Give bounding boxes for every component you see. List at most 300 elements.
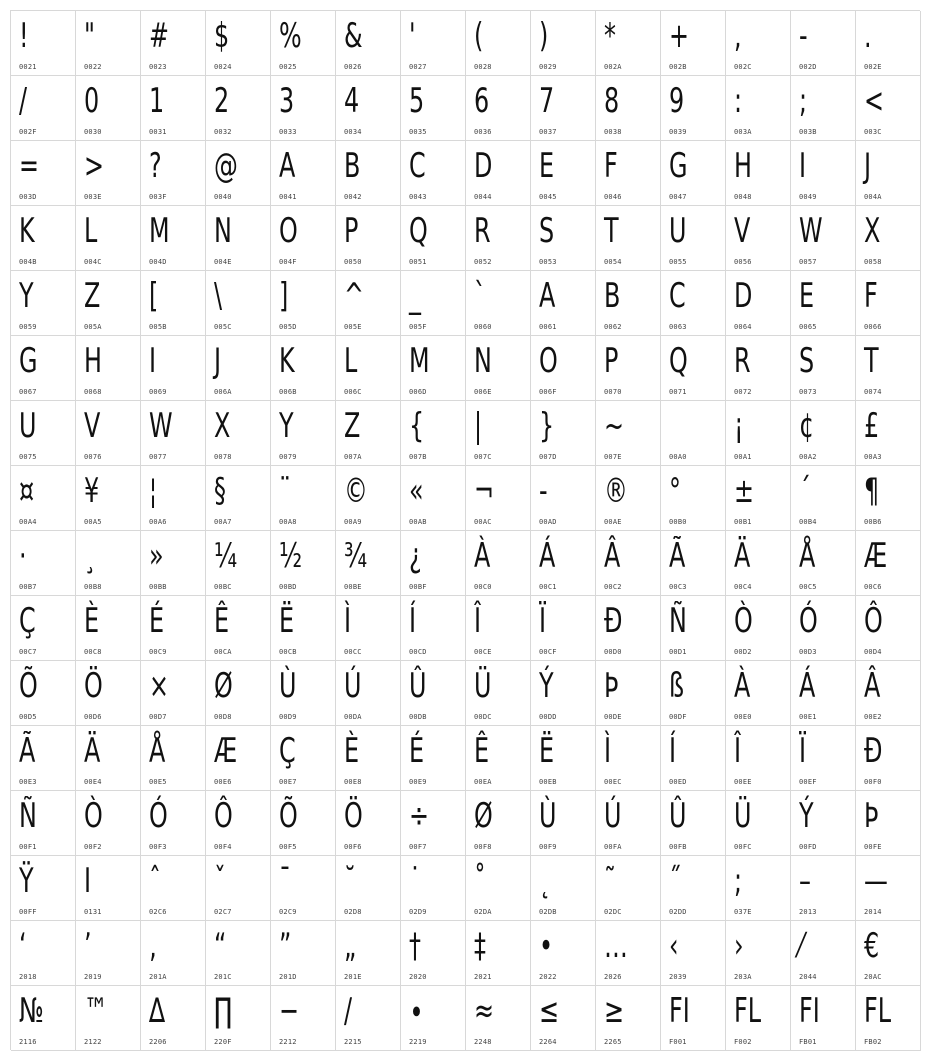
glyph-cell	[466, 206, 531, 271]
glyph-character: ˇ	[214, 861, 226, 901]
glyph-codepoint: 00A1	[734, 453, 752, 461]
glyph-codepoint: 0054	[604, 258, 622, 266]
glyph-cell	[466, 141, 531, 206]
glyph-character: £	[864, 406, 880, 446]
glyph-codepoint: 00E2	[864, 713, 882, 721]
glyph-cell	[76, 11, 141, 76]
glyph-codepoint: 00F2	[84, 843, 102, 851]
glyph-codepoint: 0065	[799, 323, 817, 331]
glyph-character: –	[799, 861, 811, 901]
glyph-cell	[76, 726, 141, 791]
glyph-character: ?	[149, 146, 162, 186]
glyph-character: Ê	[214, 601, 230, 641]
glyph-cell	[466, 921, 531, 986]
glyph-character: ,	[734, 16, 742, 56]
glyph-character: ˘	[344, 861, 356, 901]
glyph-cell	[206, 661, 271, 726]
glyph-cell	[856, 206, 921, 271]
glyph-cell	[856, 791, 921, 856]
glyph-cell	[76, 141, 141, 206]
glyph-character: !	[19, 16, 29, 56]
glyph-character: Ò	[84, 796, 103, 836]
glyph-character: Þ	[864, 796, 879, 836]
glyph-codepoint: 2212	[279, 1038, 297, 1046]
glyph-codepoint: 0079	[279, 453, 297, 461]
glyph-cell	[336, 206, 401, 271]
glyph-cell	[466, 76, 531, 141]
glyph-character: Ö	[84, 666, 103, 706]
glyph-cell	[791, 986, 856, 1051]
glyph-character: Y	[279, 406, 294, 446]
glyph-codepoint: 00A6	[149, 518, 167, 526]
glyph-codepoint: 00F0	[864, 778, 882, 786]
glyph-character: (	[474, 16, 484, 56]
glyph-character: X	[864, 211, 881, 251]
glyph-codepoint: 005A	[84, 323, 102, 331]
glyph-codepoint: 02C9	[279, 908, 297, 916]
glyph-character: Ë	[279, 601, 295, 641]
glyph-cell	[791, 856, 856, 921]
glyph-character: É	[149, 601, 165, 641]
glyph-codepoint: 2264	[539, 1038, 557, 1046]
glyph-cell	[856, 336, 921, 401]
glyph-cell	[466, 401, 531, 466]
glyph-character: B	[604, 276, 621, 316]
glyph-codepoint: 00C9	[149, 648, 167, 656]
glyph-cell	[856, 856, 921, 921]
glyph-character: Ç	[19, 601, 36, 641]
glyph-codepoint: 00EE	[734, 778, 752, 786]
glyph-codepoint: 00CA	[214, 648, 232, 656]
glyph-codepoint: 00FC	[734, 843, 752, 851]
glyph-codepoint: 2122	[84, 1038, 102, 1046]
glyph-cell	[856, 661, 921, 726]
glyph-character: F	[864, 276, 878, 316]
glyph-codepoint: 003E	[84, 193, 102, 201]
glyph-cell	[466, 466, 531, 531]
glyph-codepoint: 004C	[84, 258, 102, 266]
glyph-cell	[596, 271, 661, 336]
glyph-codepoint: 0050	[344, 258, 362, 266]
glyph-codepoint: 2248	[474, 1038, 492, 1046]
glyph-character: T	[604, 211, 619, 251]
glyph-codepoint: 0028	[474, 63, 492, 71]
glyph-cell	[661, 466, 726, 531]
glyph-codepoint: 0073	[799, 388, 817, 396]
glyph-cell	[271, 76, 336, 141]
glyph-character: S	[799, 341, 815, 381]
glyph-cell	[856, 986, 921, 1051]
glyph-codepoint: 007C	[474, 453, 492, 461]
glyph-codepoint: 0051	[409, 258, 427, 266]
glyph-codepoint: 00BF	[409, 583, 427, 591]
glyph-cell	[596, 531, 661, 596]
glyph-character: ¿	[409, 536, 422, 576]
glyph-cell	[401, 856, 466, 921]
glyph-character: FL	[864, 991, 892, 1031]
glyph-cell	[596, 986, 661, 1051]
glyph-cell	[11, 336, 76, 401]
glyph-cell	[856, 596, 921, 661]
glyph-cell	[141, 791, 206, 856]
glyph-character: Â	[864, 666, 881, 706]
glyph-codepoint: 00A8	[279, 518, 297, 526]
glyph-cell	[531, 11, 596, 76]
glyph-cell	[271, 921, 336, 986]
glyph-codepoint: 2044	[799, 973, 817, 981]
glyph-character: Ú	[344, 666, 362, 706]
glyph-cell	[336, 76, 401, 141]
glyph-cell	[401, 206, 466, 271]
glyph-character: ¦	[149, 471, 158, 511]
glyph-character: I	[84, 861, 92, 901]
glyph-cell	[466, 271, 531, 336]
glyph-character: Ä	[84, 731, 101, 771]
glyph-character: =	[19, 146, 39, 186]
glyph-codepoint: 00A5	[84, 518, 102, 526]
glyph-cell	[206, 986, 271, 1051]
glyph-codepoint: 0066	[864, 323, 882, 331]
glyph-cell	[141, 271, 206, 336]
glyph-cell	[466, 986, 531, 1051]
glyph-character: €	[864, 926, 880, 966]
glyph-codepoint: 0046	[604, 193, 622, 201]
glyph-cell	[141, 856, 206, 921]
glyph-cell	[271, 791, 336, 856]
glyph-character: Æ	[214, 731, 238, 771]
glyph-codepoint: 0045	[539, 193, 557, 201]
glyph-character: Ñ	[19, 796, 37, 836]
glyph-character: M	[409, 341, 430, 381]
glyph-codepoint: 0034	[344, 128, 362, 136]
glyph-cell	[661, 726, 726, 791]
glyph-character: A	[539, 276, 556, 316]
glyph-cell	[531, 466, 596, 531]
glyph-character: N	[474, 341, 492, 381]
glyph-codepoint: 0037	[539, 128, 557, 136]
glyph-codepoint: 2014	[864, 908, 882, 916]
glyph-character: -	[799, 16, 808, 56]
glyph-codepoint: 007E	[604, 453, 622, 461]
glyph-character: |	[474, 406, 483, 446]
glyph-character: Õ	[279, 796, 298, 836]
glyph-character: X	[214, 406, 231, 446]
glyph-character: Ù	[279, 666, 297, 706]
glyph-cell	[791, 11, 856, 76]
glyph-codepoint: 0059	[19, 323, 37, 331]
glyph-codepoint: 0076	[84, 453, 102, 461]
glyph-character: Ê	[474, 731, 490, 771]
glyph-codepoint: 007A	[344, 453, 362, 461]
glyph-character: ˜	[604, 861, 616, 901]
glyph-codepoint: 005B	[149, 323, 167, 331]
glyph-character: /	[19, 81, 28, 121]
glyph-character: Ç	[279, 731, 296, 771]
glyph-cell	[336, 141, 401, 206]
glyph-character: Ì	[344, 601, 352, 641]
glyph-cell	[726, 856, 791, 921]
glyph-codepoint: 00B6	[864, 518, 882, 526]
glyph-codepoint: 0029	[539, 63, 557, 71]
glyph-codepoint: 0042	[344, 193, 362, 201]
glyph-cell	[11, 531, 76, 596]
glyph-character: Á	[539, 536, 556, 576]
glyph-cell	[271, 336, 336, 401]
glyph-cell	[401, 76, 466, 141]
glyph-character: FL	[734, 991, 762, 1031]
glyph-character: Í	[669, 731, 677, 771]
glyph-character: ;	[734, 861, 743, 901]
glyph-character: Q	[409, 211, 428, 251]
glyph-character: ˙	[409, 861, 421, 901]
glyph-character: 6	[474, 81, 490, 121]
glyph-character: ∏	[214, 991, 233, 1031]
glyph-cell	[791, 336, 856, 401]
glyph-codepoint: 007B	[409, 453, 427, 461]
glyph-codepoint: 0025	[279, 63, 297, 71]
glyph-codepoint: 00FD	[799, 843, 817, 851]
glyph-cell	[856, 401, 921, 466]
glyph-cell	[466, 791, 531, 856]
glyph-cell	[791, 466, 856, 531]
glyph-cell	[661, 401, 726, 466]
glyph-cell	[11, 401, 76, 466]
glyph-codepoint: 00DC	[474, 713, 492, 721]
glyph-codepoint: 00C1	[539, 583, 557, 591]
glyph-character: 5	[409, 81, 425, 121]
glyph-cell	[336, 986, 401, 1051]
glyph-codepoint: 00A0	[669, 453, 687, 461]
glyph-character: 1	[149, 81, 165, 121]
glyph-character: Ò	[734, 601, 753, 641]
glyph-codepoint: 005F	[409, 323, 427, 331]
glyph-codepoint: 00DB	[409, 713, 427, 721]
glyph-character: ’	[84, 926, 92, 966]
glyph-cell	[141, 206, 206, 271]
glyph-codepoint: 00A2	[799, 453, 817, 461]
glyph-codepoint: 0077	[149, 453, 167, 461]
glyph-character: ‡	[474, 926, 486, 966]
glyph-character: L	[344, 341, 358, 381]
glyph-cell	[596, 466, 661, 531]
glyph-codepoint: 00C2	[604, 583, 622, 591]
glyph-codepoint: 00EA	[474, 778, 492, 786]
glyph-codepoint: 0053	[539, 258, 557, 266]
glyph-codepoint: 00F7	[409, 843, 427, 851]
glyph-character: ∕	[344, 991, 353, 1031]
glyph-cell	[401, 271, 466, 336]
glyph-cell	[206, 141, 271, 206]
glyph-cell	[271, 596, 336, 661]
glyph-cell	[726, 921, 791, 986]
glyph-codepoint: 203A	[734, 973, 752, 981]
glyph-codepoint: 201A	[149, 973, 167, 981]
glyph-cell	[11, 11, 76, 76]
glyph-cell	[141, 11, 206, 76]
glyph-codepoint: 00C6	[864, 583, 882, 591]
glyph-character: 3	[279, 81, 295, 121]
glyph-character: &	[344, 16, 363, 56]
glyph-cell	[336, 791, 401, 856]
glyph-codepoint: 00A4	[19, 518, 37, 526]
glyph-cell	[271, 726, 336, 791]
glyph-character: Ð	[864, 731, 883, 771]
glyph-codepoint: 0069	[149, 388, 167, 396]
glyph-character: È	[344, 731, 360, 771]
glyph-codepoint: 002F	[19, 128, 37, 136]
glyph-character: R	[474, 211, 491, 251]
glyph-cell	[401, 141, 466, 206]
glyph-cell	[11, 856, 76, 921]
glyph-codepoint: 00F3	[149, 843, 167, 851]
glyph-character: ‹	[669, 926, 679, 966]
glyph-character: „	[344, 926, 357, 966]
glyph-cell	[726, 76, 791, 141]
glyph-character: J	[864, 146, 872, 186]
glyph-cell	[726, 11, 791, 76]
glyph-character: ¡	[734, 406, 744, 446]
glyph-codepoint: 00DA	[344, 713, 362, 721]
glyph-codepoint: 00B0	[669, 518, 687, 526]
glyph-character: Ó	[149, 796, 168, 836]
glyph-cell	[661, 76, 726, 141]
glyph-cell	[11, 661, 76, 726]
glyph-cell	[206, 466, 271, 531]
glyph-codepoint: 0043	[409, 193, 427, 201]
glyph-cell	[11, 271, 76, 336]
glyph-cell	[76, 531, 141, 596]
glyph-character: O	[539, 341, 558, 381]
glyph-codepoint: 02DD	[669, 908, 687, 916]
glyph-codepoint: 0048	[734, 193, 752, 201]
glyph-codepoint: 00D7	[149, 713, 167, 721]
glyph-cell	[11, 76, 76, 141]
glyph-cell	[141, 921, 206, 986]
glyph-cell	[661, 271, 726, 336]
glyph-codepoint: 0078	[214, 453, 232, 461]
glyph-cell	[401, 661, 466, 726]
glyph-cell	[336, 661, 401, 726]
glyph-codepoint: 2013	[799, 908, 817, 916]
glyph-cell	[271, 206, 336, 271]
glyph-cell	[206, 921, 271, 986]
glyph-codepoint: 00AC	[474, 518, 492, 526]
glyph-character: '	[409, 16, 416, 56]
glyph-codepoint: 006C	[344, 388, 362, 396]
glyph-codepoint: 00D4	[864, 648, 882, 656]
glyph-cell	[791, 791, 856, 856]
glyph-codepoint: 00E7	[279, 778, 297, 786]
glyph-cell	[661, 661, 726, 726]
glyph-cell	[726, 466, 791, 531]
glyph-character: Ô	[864, 601, 883, 641]
glyph-character: ¤	[19, 471, 35, 511]
glyph-cell	[531, 271, 596, 336]
glyph-cell	[271, 986, 336, 1051]
glyph-codepoint: 003F	[149, 193, 167, 201]
glyph-codepoint: 00C7	[19, 648, 37, 656]
glyph-codepoint: 006E	[474, 388, 492, 396]
glyph-codepoint: 0064	[734, 323, 752, 331]
glyph-cell	[11, 791, 76, 856]
glyph-codepoint: 00FA	[604, 843, 622, 851]
glyph-codepoint: 2116	[19, 1038, 37, 1046]
glyph-codepoint: F001	[669, 1038, 687, 1046]
glyph-character: W	[799, 211, 823, 251]
glyph-character: Æ	[864, 536, 888, 576]
glyph-character: №	[19, 991, 44, 1031]
glyph-codepoint: 00FF	[19, 908, 37, 916]
glyph-codepoint: 004D	[149, 258, 167, 266]
glyph-codepoint: 0035	[409, 128, 427, 136]
glyph-codepoint: 0033	[279, 128, 297, 136]
glyph-codepoint: 004B	[19, 258, 37, 266]
glyph-cell	[11, 141, 76, 206]
glyph-codepoint: 00EC	[604, 778, 622, 786]
glyph-cell	[271, 11, 336, 76]
glyph-codepoint: 00D2	[734, 648, 752, 656]
glyph-character: 9	[669, 81, 685, 121]
glyph-codepoint: 2018	[19, 973, 37, 981]
glyph-codepoint: 006D	[409, 388, 427, 396]
glyph-cell	[531, 336, 596, 401]
glyph-cell	[661, 141, 726, 206]
glyph-cell	[726, 986, 791, 1051]
glyph-character: )	[539, 16, 549, 56]
glyph-codepoint: 00B8	[84, 583, 102, 591]
glyph-cell	[466, 726, 531, 791]
glyph-character: ×	[149, 666, 169, 706]
glyph-character: À	[734, 666, 751, 706]
glyph-codepoint: 02D9	[409, 908, 427, 916]
glyph-character: \	[214, 276, 223, 316]
glyph-character: Ù	[539, 796, 557, 836]
glyph-character: V	[84, 406, 101, 446]
glyph-character: Ë	[539, 731, 555, 771]
glyph-cell	[661, 986, 726, 1051]
glyph-cell	[271, 531, 336, 596]
glyph-character: Ü	[474, 666, 492, 706]
glyph-cell	[76, 466, 141, 531]
glyph-codepoint: 003D	[19, 193, 37, 201]
glyph-character: $	[214, 16, 230, 56]
glyph-cell	[791, 921, 856, 986]
glyph-codepoint: 0047	[669, 193, 687, 201]
glyph-codepoint: 004E	[214, 258, 232, 266]
glyph-cell	[401, 531, 466, 596]
glyph-grid	[10, 10, 920, 1050]
glyph-character: %	[279, 16, 302, 56]
glyph-codepoint: 00F1	[19, 843, 37, 851]
glyph-cell	[791, 141, 856, 206]
glyph-character: ™	[84, 991, 108, 1031]
glyph-character: Í	[409, 601, 417, 641]
glyph-codepoint: 00D9	[279, 713, 297, 721]
glyph-codepoint: 003A	[734, 128, 752, 136]
glyph-character: E	[799, 276, 815, 316]
glyph-character: °	[669, 471, 681, 511]
glyph-cell	[856, 141, 921, 206]
glyph-character: D	[474, 146, 493, 186]
glyph-cell	[206, 11, 271, 76]
glyph-codepoint: 0044	[474, 193, 492, 201]
glyph-cell	[856, 271, 921, 336]
glyph-cell	[336, 921, 401, 986]
glyph-character: “	[214, 926, 227, 966]
glyph-cell	[726, 336, 791, 401]
glyph-character: •	[539, 926, 554, 966]
glyph-cell	[596, 206, 661, 271]
